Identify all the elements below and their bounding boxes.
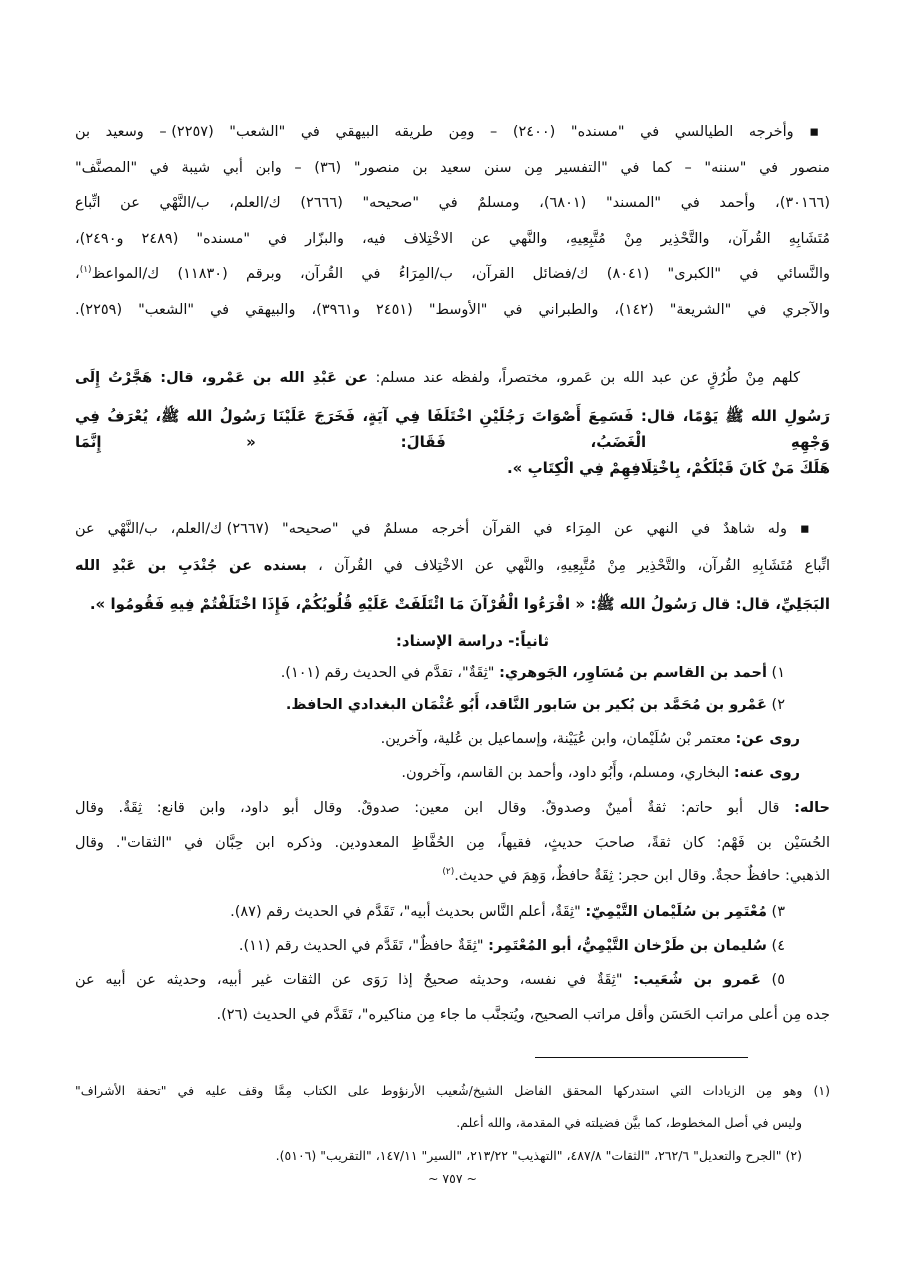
bold-text: ثانياً:- دراسة الإسناد: xyxy=(395,632,550,650)
hadith-text xyxy=(75,591,830,617)
narrated-from xyxy=(75,726,830,752)
text: (٢) "الجرح والتعديل" ٢٦٢/٦، "الثقات" ٤٨٧/٨، "التهذيب" ٢١٣/٢٢، "السير" ١٤٧/١١، "التقريب" (٥١٠٦). xyxy=(275,1148,802,1163)
bold-text: أحمد بن القاسم بن مُسَاوِر، الجَوهري: xyxy=(499,665,767,681)
page-content xyxy=(75,0,830,1190)
footnote-1-cont xyxy=(75,1112,830,1134)
text: "ثِقَةٌ حافظٌ"، تَقَدَّم في الحديث رقم (١١). xyxy=(238,938,489,954)
text: اتِّباع مُتَشَابِهِ القُرآن، والتَّحْذِير مِنْ مُتَّبِعِيهِ، والنَّهي عن الاخْتِلاف في القُرآن ، xyxy=(306,558,830,574)
text-line xyxy=(75,863,830,889)
bold-text: سُليمان بن طَرْخان التَّيْمِيُّ، أبو المُعْتَمِر: xyxy=(488,938,767,954)
text: "ثِقَةٌ"، تقدَّم في الحديث رقم (١٠١). xyxy=(280,665,500,681)
text: ٤) xyxy=(766,938,785,954)
text-line xyxy=(75,1002,830,1028)
text: ١) xyxy=(766,665,785,681)
bold-text: مُعْتَمِر بن سُلَيْمان التَّيْمِيّ: xyxy=(585,904,767,920)
text: معتمر بْن سُلَيْمان، وابن عُيَيْنة، وإسماعيل بن عُلية، وآخرين. xyxy=(380,731,736,747)
text: ▪ وأخرجه الطيالسي في "مسنده" (٢٤٠٠) – ومِن طريقه البيهقي في "الشعب" (٢٢٥٧) – وسعيد بن xyxy=(75,124,830,140)
bold-text: عن عَبْدِ الله بن عَمْرو، قال: هَجَّرْتُ إِلَى xyxy=(75,370,368,386)
narrator-item xyxy=(75,967,830,993)
footnotes xyxy=(75,1080,830,1167)
footnote-2 xyxy=(75,1145,830,1167)
bold-text: رَسُولِ الله ﷺ يَوْمًا، قال: فَسَمِعَ أَصْوَاتَ رَجُلَيْنِ اخْتَلَفَا فِي آيَةٍ، فَخَرَجَ عَلَيْنَا رَسُولُ الله ﷺ، يُعْرَفُ فِي وَجْهِهِ الْغَضَبُ، فَقَالَ: « إِنَّمَا xyxy=(75,407,830,451)
text-line xyxy=(75,155,830,181)
text: "ثِقَةٌ في نفسه، وحديثه صحيحٌ إذا رَوَى عن الثقات غير أبيه، وحديثه عن أبيه عن xyxy=(75,972,634,988)
text: (٣٠١٦٦)، وأحمد في "المسند" (٦٨٠١)، ومسلمٌ في "صحيحه" (٢٦٦٦) ك/العلم، ب/النَّهْي عن اتِّباع xyxy=(75,195,831,211)
bold-text: روى عنه: xyxy=(733,765,800,781)
bold-text: البَجَلِيِّ، قال: قال رَسُولُ الله ﷺ: « اقْرَءُوا الْقُرْآنَ مَا ائْتَلَفَتْ عَلَيْهِ قُلُوبُكُمْ، فَإِذَا اخْتَلَفْتُمْ فِيهِ فَقُومُوا ». xyxy=(89,595,830,613)
narrator-item xyxy=(75,692,830,718)
text: الحُسَيْن بن فَهْم: كان ثقةً، صاحبَ حديثٍ، فقيهاً، مِن الحُفَّاظِ المعدودين. وذكره ابن حِبَّان في "الثقات". وقال xyxy=(75,835,830,851)
bold-text: هَلَكَ مَنْ كَانَ قَبْلَكُمْ، بِاخْتِلَافِهِمْ فِي الْكِتَابِ ». xyxy=(506,459,830,477)
text: "ثِقَةٌ، أعلم النَّاس بحديث أبيه"، تَقَدَّم في الحديث رقم (٨٧). xyxy=(230,904,586,920)
bold-text: روى عن: xyxy=(735,731,800,747)
text: قال أبو حاتم: ثقةٌ أمينٌ وصدوقٌ. وقال ابن معين: صدوقٌ. وقال أبو داود، وابن قانع: ثِقَةٌ. وقال xyxy=(75,800,795,816)
text: منصور في "سننه" – كما في "التفسير مِن سنن سعيد بن منصور" (٣٦) – وابن أبي شيبة في "المصنَّف" xyxy=(75,160,830,176)
text: (١) وهو مِن الزيادات التي استدركها المحقق الفاضل الشيخ/شُعيب الأرنؤوط على الكتاب مِمَّا وقف عليه في "تحفة الأشراف" xyxy=(75,1083,830,1098)
narrated-by xyxy=(75,760,830,786)
text: والنَّسائي في "الكبرى" (٨٠٤١) ك/فضائل القرآن، ب/المِرَاءُ في القُرآن، وبرقم (١١٨٣٠) ك/المواعظ xyxy=(91,266,830,282)
bold-text: بسنده عن جُنْدَبِ بن عَبْدِ الله xyxy=(75,558,307,574)
text: والآجري في "الشريعة" (١٤٢)، والطبراني في "الأوسط" (٢٤٥١ و٣٩٦١)، والبيهقي في "الشعب" (٢٢٥٩). xyxy=(75,302,830,318)
narrator-item xyxy=(75,899,830,925)
body-text xyxy=(75,119,830,1028)
footnote-ref[interactable]: (١) xyxy=(79,265,92,276)
footnote-separator xyxy=(535,1057,748,1058)
bold-text: عَمْرو بن مُحَمَّد بن بُكير بن سَابور النَّاقد، أَبُو عُثْمَان البغدادي الحافظ. xyxy=(285,697,767,713)
text: ▪ وله شاهدٌ في النهي عن المِرَاء في القرآن أخرجه مسلمٌ في "صحيحه" (٢٦٦٧) ك/العلم، ب/النَّهْي عن xyxy=(75,521,819,537)
text-line xyxy=(75,365,830,391)
text-line xyxy=(75,516,830,542)
text-line xyxy=(75,830,830,856)
footnote-ref[interactable]: (٢) xyxy=(442,867,455,878)
text: الذهبي: حافظٌ حجةٌ. وقال ابن حجر: ثِقَةٌ حافظٌ، وَهِمَ في حديث. xyxy=(454,868,830,884)
hadith-text xyxy=(75,455,830,481)
text: جده مِن أعلى مراتب الحَسَن وأقل مراتب الصحيح، ويُتجنَّب ما جاء مِن مناكيره"، تَقَدَّم في الحديث (٢٦). xyxy=(216,1007,830,1023)
bold-text: عَمرو بن شُعَيب: xyxy=(633,972,761,988)
narrator-status xyxy=(75,795,830,821)
hadith-text xyxy=(75,403,830,455)
text: مُتَشَابِهِ القُرآن، والتَّحْذِير مِنْ مُتَّبِعِيهِ، والنَّهي عن الاخْتِلاف فيه، والبزّار في "مسنده" (٢٤٨٩ و٢٤٩٠)، xyxy=(75,231,831,247)
section-heading xyxy=(75,628,830,654)
text-line xyxy=(75,226,830,252)
text: البخاري، ومسلم، وأَبُو داود، وأحمد بن القاسم، وآخرون. xyxy=(401,765,734,781)
text-line xyxy=(75,190,830,216)
text: ٣) xyxy=(766,904,785,920)
bold-text: حاله: xyxy=(794,800,830,816)
text-line xyxy=(75,119,830,145)
text-line xyxy=(75,553,830,579)
narrator-item xyxy=(75,933,830,959)
text: ٥) xyxy=(760,972,785,988)
text: كلهم مِنْ طُرُقٍ عن عبد الله بن عَمرو، مختصراً، ولفظه عند مسلم: xyxy=(367,370,801,386)
narrator-item xyxy=(75,660,830,686)
text-line xyxy=(75,261,830,287)
footnote-1 xyxy=(75,1080,830,1102)
text: ، xyxy=(75,266,80,282)
text: وليس في أصل المخطوط، كما بيَّن فضيلته في المقدمة، والله أعلم. xyxy=(456,1115,802,1130)
text-line xyxy=(75,297,830,323)
text: ٢) xyxy=(766,697,785,713)
page-number: ~ ٧٥٧ ~ xyxy=(427,1171,478,1186)
